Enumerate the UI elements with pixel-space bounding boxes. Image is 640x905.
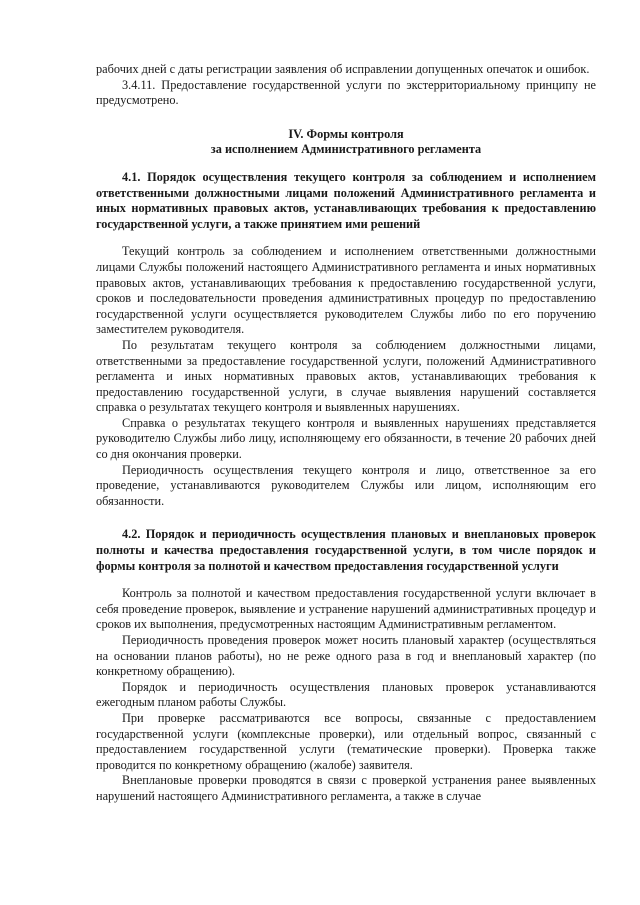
subsection-4-2-paragraph-4: При проверке рассматриваются все вопросы, связанные с предоставлением государственной услуги (комплексные проверки), или отдельный вопрос, связанный с предоставлением государственной услуги (тематические проверки). Проверка также проводится по конкретному обращению (жалобе) заявителя. (96, 710, 596, 772)
intro-paragraph-1: рабочих дней с даты регистрации заявления об исправлении допущенных опечаток и ошибок. (96, 62, 590, 76)
subsection-4-1-paragraph-2: По результатам текущего контроля за соблюдением должностными лицами, ответственными за предоставление государственной услуги, положений Административного регламента и иных нормативных правовых актов, устанавливающих требования к предоставлению государственной услуги, в случае выявления нарушений составляется справка о результатах текущего контроля и выявленных нарушениях. (96, 337, 596, 415)
subsection-4-2-heading: 4.2. Порядок и периодичность осуществления плановых и внеплановых проверок полноты и качества предоставления государственной услуги, в том числе порядок и формы контроля за полнотой и качеством предоставления государственной услуги (96, 527, 596, 573)
subsection-4-2-paragraph-3: Порядок и периодичность осуществления плановых проверок устанавливаются ежегодным планом работы Службы. (96, 679, 596, 710)
intro-paragraph-2: 3.4.11. Предоставление государственной услуги по экстерриториальному принципу не предусмотрено. (96, 77, 596, 108)
subsection-4-2-paragraph-1: Контроль за полнотой и качеством предоставления государственной услуги включает в себя проведение проверок, выявление и устранение нарушений административных процедур и сроков их выполнения, предусмотренных настоящим Административным регламентом. (96, 586, 596, 632)
section-title: IV. Формы контроля (288, 126, 404, 141)
section-subtitle: за исполнением Административного регламента (210, 142, 482, 157)
subsection-4-1-heading: 4.1. Порядок осуществления текущего контроля за соблюдением и исполнением ответственными должностными лицами положений Административного регламента и иных нормативных правовых актов, устанавливающих требования к предоставлению государственной услуги, а также принятием ими решений (96, 169, 596, 231)
subsection-4-2-paragraph-2: Периодичность проведения проверок может носить плановый характер (осуществляться на основании планов работы), но не реже одного раза в год и внеплановый характер (по конкретному обращению). (96, 633, 596, 679)
subsection-4-1-paragraph-4: Периодичность осуществления текущего контроля и лицо, ответственное за его проведение, устанавливаются руководителем Службы или лицом, исполняющим его обязанности. (96, 462, 596, 508)
subsection-4-1-paragraph-3: Справка о результатах текущего контроля и выявленных нарушениях представляется руководителю Службы либо лицу, исполняющему его обязанности, в течение 20 рабочих дней со дня окончания проверки. (96, 415, 596, 462)
document-page (96, 62, 596, 805)
subsection-4-1-paragraph-1: Текущий контроль за соблюдением и исполнением ответственными должностными лицами Службы положений настоящего Административного регламента и иных нормативных правовых актов, устанавливающих требования к предоставлению государственной услуги, сроков и последовательности проведения административных процедур по предоставлению государственной услуги осуществляется руководителем Службы либо по его поручению заместителем руководителя. (96, 244, 596, 337)
subsection-4-2-paragraph-5: Внеплановые проверки проводятся в связи с проверкой устранения ранее выявленных нарушений настоящего Административного регламента, а также в случае (96, 773, 596, 803)
